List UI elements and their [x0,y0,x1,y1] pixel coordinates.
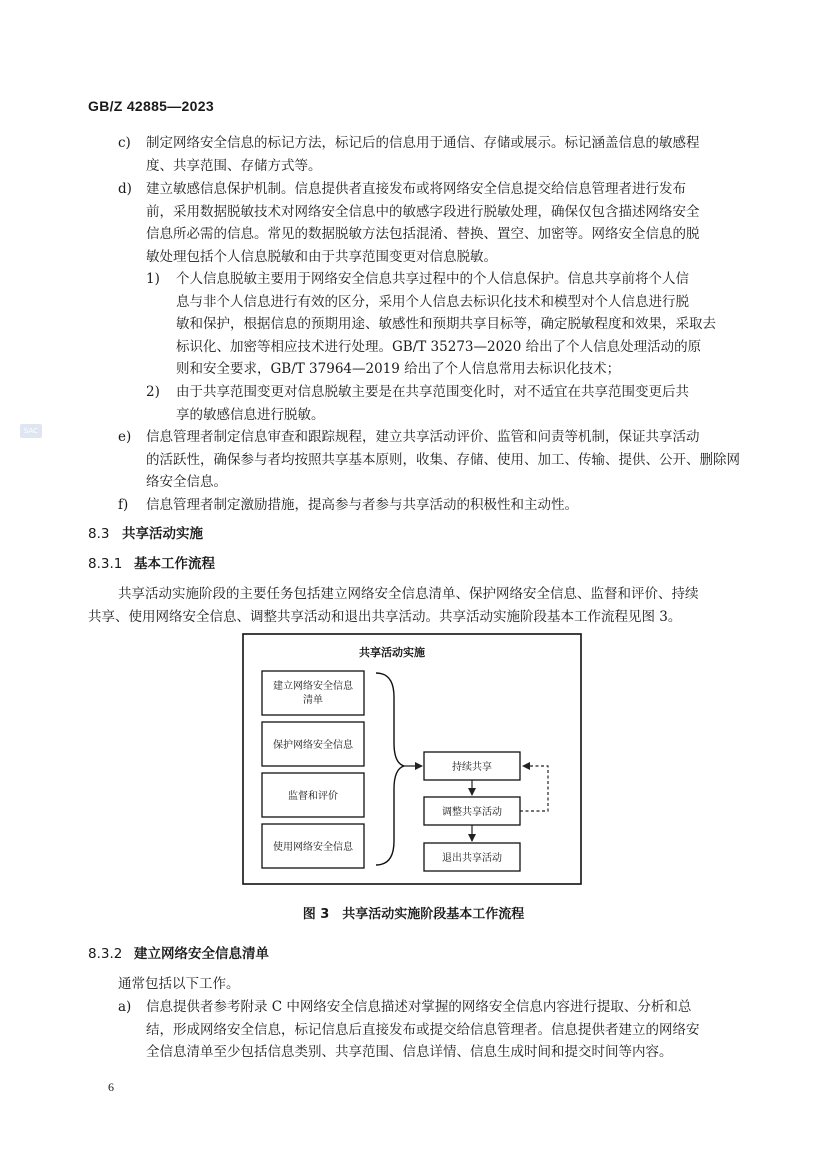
box-build-inventory-line2: 清单 [303,695,323,706]
box-build-inventory-line1: 建立网络安全信息 [273,681,353,692]
diagram-title: 共享活动实施 [359,646,425,659]
sublist-item-2 [176,381,689,426]
section-number: 8.3.2 [88,946,123,962]
text-line: 由于共享范围变更对信息脱敏主要是在共享范围变化时，对不适宜在共享范围变更后共 [176,384,689,400]
standard-code: GB/Z 42885—2023 [88,98,214,114]
sublist-item-1 [176,268,716,381]
text-line: 结，形成网络安全信息，标记信息后直接发布或提交给信息管理者。信息提供者建立的网络安 [146,1021,700,1038]
section-8-3-2-intro: 通常包括以下工作。 [118,976,240,992]
text-line: 信息所必需的信息。常见的数据脱敏方法包括混淆、替换、置空、加密等。网络安全信息的脱 [146,226,700,242]
list-item-d [146,178,700,268]
text-line: 享的敏感信息进行脱敏。 [176,406,325,423]
list-label-e: e) [118,429,132,445]
side-logo-mark: SAC [20,424,42,438]
page-number: 6 [108,1080,114,1094]
sublist-label-1: 1) [146,271,160,287]
text-line: 度、共享范围、存储方式等。 [146,157,322,174]
section-title: 共享活动实施 [122,526,203,542]
section-number: 8.3.1 [88,556,123,572]
text-line: 信息管理者制定信息审查和跟踪规程，建立共享活动评价、监管和问责等机制，保证共享活动 [146,429,700,445]
text-line: 建立敏感信息保护机制。信息提供者直接发布或将网络安全信息提交给信息管理者进行发布 [146,181,686,197]
section-heading-8-3-1 [88,554,215,574]
list-item-a [146,996,700,1064]
sublist-label-2: 2) [146,384,160,400]
section-number: 8.3 [88,526,110,542]
box-use-info-label: 使用网络安全信息 [273,842,353,853]
section-heading-8-3-2 [88,944,269,964]
box-continue-sharing-label: 持续共享 [452,762,492,773]
text-line: 信息管理者制定激励措施，提高参与者参与共享活动的积极性和主动性。 [146,497,578,513]
box-build-inventory [262,671,364,715]
section-8-3-1-body [88,583,699,628]
text-line: 共享、使用网络安全信息、调整共享活动和退出共享活动。共享活动实施阶段基本工作流程见图 3。 [88,608,682,625]
text-line: 敏和保护，根据信息的预期用途、敏感性和预期共享目标等，确定脱敏程度和效果，采取去 [176,316,716,332]
list-label-c: c) [118,135,131,151]
text-line: 个人信息脱敏主要用于网络安全信息共享过程中的个人信息保护。信息共享前将个人信 [176,271,689,287]
text-line: 共享活动实施阶段的主要任务包括建立网络安全信息清单、保护网络安全信息、监督和评价、持续 [118,586,699,602]
box-adjust-sharing-label: 调整共享活动 [442,807,502,818]
list-item-c [146,132,700,177]
text-line: 标识化、加密等相应技术进行处理。GB/T 35273—2020 给出了个人信息处理活动的原 [176,338,702,355]
list-label-f: f) [118,497,129,513]
workflow-diagram [242,633,582,885]
text-line: 络安全信息。 [146,474,227,490]
figure-caption: 图 3 共享活动实施阶段基本工作流程 [302,907,525,922]
text-line: 则和安全要求，GB/T 37964—2019 给出了个人信息常用去标识化技术； [176,361,621,377]
section-title: 建立网络安全信息清单 [134,946,269,962]
text-line: 息与非个人信息进行有效的区分，采用个人信息去标识化技术和模型对个人信息进行脱 [176,293,689,310]
list-item-e [146,426,740,494]
list-label-d: d) [118,181,132,197]
section-heading-8-3 [88,524,203,544]
text-line: 全信息清单至少包括信息类别、共享范围、信息详情、信息生成时间和提交时间等内容。 [146,1044,673,1060]
box-protect-info-label: 保护网络安全信息 [273,740,353,751]
text-line: 制定网络安全信息的标记方法，标记后的信息用于通信、存储或展示。标记涵盖信息的敏感程 [146,135,700,151]
section-title: 基本工作流程 [134,556,215,572]
box-supervise-evaluate-label: 监督和评价 [288,791,338,802]
text-line: 敏处理包括个人信息脱敏和由于共享范围变更对信息脱敏。 [146,248,497,265]
text-line: 前，采用数据脱敏技术对网络安全信息中的敏感字段进行脱敏处理，确保仅包含描述网络安全 [146,203,700,220]
list-label-a: a) [118,999,132,1015]
box-exit-sharing-label: 退出共享活动 [442,853,502,864]
text-line: 信息提供者参考附录 C 中网络安全信息描述对掌握的网络安全信息内容进行提取、分析和总 [146,999,692,1015]
list-item-f [146,494,578,517]
text-line: 的活跃性，确保参与者均按照共享基本原则，收集、存储、使用、加工、传输、提供、公开、删除网 [146,451,740,468]
